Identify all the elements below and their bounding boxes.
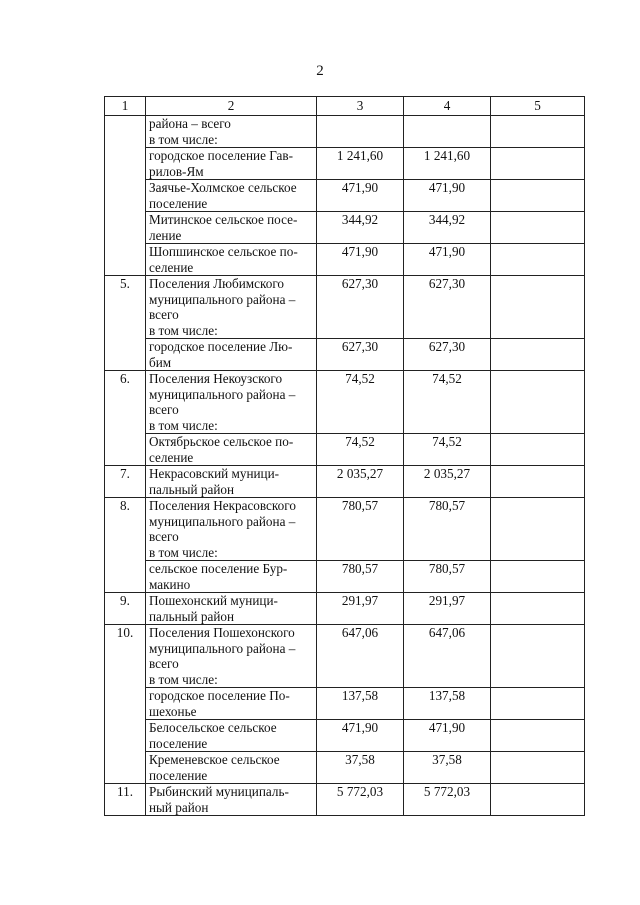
row-value-col5 — [491, 116, 585, 148]
row-value-col5 — [491, 498, 585, 561]
row-number — [105, 244, 146, 276]
row-name: Митинское сельское посе- ление — [146, 212, 317, 244]
row-name: Рыбинский муниципаль- ный район — [146, 784, 317, 816]
row-value-col4: 471,90 — [404, 180, 491, 212]
table-row — [105, 148, 585, 180]
row-number: 6. — [105, 371, 146, 434]
row-value-col3: 471,90 — [317, 244, 404, 276]
row-value-col4: 37,58 — [404, 752, 491, 784]
table-header-row — [105, 97, 585, 116]
row-value-col3: 2 035,27 — [317, 466, 404, 498]
row-value-col5 — [491, 784, 585, 816]
row-value-col4: 627,30 — [404, 276, 491, 339]
row-value-col4: 471,90 — [404, 244, 491, 276]
row-value-col5 — [491, 688, 585, 720]
row-number — [105, 212, 146, 244]
row-value-col3: 344,92 — [317, 212, 404, 244]
header-col-4: 4 — [404, 97, 491, 116]
row-number — [105, 561, 146, 593]
row-value-col3: 137,58 — [317, 688, 404, 720]
row-number — [105, 116, 146, 148]
table-row — [105, 593, 585, 625]
row-name: Пошехонский муници- пальный район — [146, 593, 317, 625]
row-value-col4: 344,92 — [404, 212, 491, 244]
table-row — [105, 720, 585, 752]
row-value-col5 — [491, 561, 585, 593]
row-number: 8. — [105, 498, 146, 561]
row-value-col3: 647,06 — [317, 625, 404, 688]
row-name: Заячье-Холмское сельское поселение — [146, 180, 317, 212]
row-number — [105, 720, 146, 752]
page-number: 2 — [316, 63, 324, 79]
row-name: городское поселение Лю- бим — [146, 339, 317, 371]
header-col-3: 3 — [317, 97, 404, 116]
table-row — [105, 276, 585, 339]
row-name: Шопшинское сельское по- селение — [146, 244, 317, 276]
table-row — [105, 244, 585, 276]
row-value-col5 — [491, 371, 585, 434]
row-number — [105, 752, 146, 784]
row-number — [105, 180, 146, 212]
row-value-col5 — [491, 276, 585, 339]
row-value-col4: 471,90 — [404, 720, 491, 752]
table-row — [105, 625, 585, 688]
row-value-col5 — [491, 180, 585, 212]
row-value-col3: 291,97 — [317, 593, 404, 625]
row-value-col5 — [491, 720, 585, 752]
table-row — [105, 180, 585, 212]
row-name: Некрасовский муници- пальный район — [146, 466, 317, 498]
row-value-col5 — [491, 593, 585, 625]
header-col-5: 5 — [491, 97, 585, 116]
row-value-col3: 74,52 — [317, 371, 404, 434]
table-row — [105, 784, 585, 816]
row-name: Поселения Любимского муниципального района – всего в том числе: — [146, 276, 317, 339]
row-number: 7. — [105, 466, 146, 498]
row-name: Кременевское сельское поселение — [146, 752, 317, 784]
row-value-col4: 780,57 — [404, 498, 491, 561]
row-value-col5 — [491, 466, 585, 498]
table-row — [105, 752, 585, 784]
table-row — [105, 339, 585, 371]
table-row — [105, 498, 585, 561]
table-row — [105, 371, 585, 434]
row-value-col4: 137,58 — [404, 688, 491, 720]
row-number: 10. — [105, 625, 146, 688]
row-value-col5 — [491, 339, 585, 371]
header-col-1: 1 — [105, 97, 146, 116]
table-row — [105, 688, 585, 720]
row-number: 11. — [105, 784, 146, 816]
row-value-col3: 471,90 — [317, 180, 404, 212]
allocation-table — [104, 96, 585, 816]
table-row — [105, 434, 585, 466]
row-name: Поселения Некрасовского муниципального района – всего в том числе: — [146, 498, 317, 561]
table-row — [105, 116, 585, 148]
row-value-col3: 74,52 — [317, 434, 404, 466]
row-number — [105, 434, 146, 466]
table-body — [105, 116, 585, 816]
row-value-col4 — [404, 116, 491, 148]
row-value-col4: 627,30 — [404, 339, 491, 371]
row-name: сельское поселение Бур- макино — [146, 561, 317, 593]
row-value-col4: 74,52 — [404, 434, 491, 466]
row-number — [105, 148, 146, 180]
row-value-col3: 37,58 — [317, 752, 404, 784]
row-name: Белосельское сельское поселение — [146, 720, 317, 752]
row-value-col3: 627,30 — [317, 276, 404, 339]
row-value-col5 — [491, 244, 585, 276]
row-name: Октябрьское сельское по- селение — [146, 434, 317, 466]
row-value-col3: 1 241,60 — [317, 148, 404, 180]
row-value-col5 — [491, 434, 585, 466]
row-value-col4: 5 772,03 — [404, 784, 491, 816]
table-row — [105, 561, 585, 593]
row-value-col4: 74,52 — [404, 371, 491, 434]
row-value-col3 — [317, 116, 404, 148]
row-value-col3: 5 772,03 — [317, 784, 404, 816]
row-value-col5 — [491, 148, 585, 180]
row-name: Поселения Некоузского муниципального района – всего в том числе: — [146, 371, 317, 434]
row-number — [105, 688, 146, 720]
header-col-2: 2 — [146, 97, 317, 116]
row-value-col4: 780,57 — [404, 561, 491, 593]
row-value-col4: 1 241,60 — [404, 148, 491, 180]
row-value-col4: 291,97 — [404, 593, 491, 625]
row-value-col3: 780,57 — [317, 561, 404, 593]
row-value-col3: 627,30 — [317, 339, 404, 371]
row-name: городское поселение Гав- рилов-Ям — [146, 148, 317, 180]
row-number: 5. — [105, 276, 146, 339]
row-name: района – всего в том числе: — [146, 116, 317, 148]
table-row — [105, 212, 585, 244]
row-value-col5 — [491, 625, 585, 688]
row-value-col4: 2 035,27 — [404, 466, 491, 498]
table-row — [105, 466, 585, 498]
row-number: 9. — [105, 593, 146, 625]
row-name: городское поселение По- шехонье — [146, 688, 317, 720]
row-value-col5 — [491, 752, 585, 784]
row-value-col5 — [491, 212, 585, 244]
row-number — [105, 339, 146, 371]
row-value-col3: 471,90 — [317, 720, 404, 752]
row-name: Поселения Пошехонского муниципального района – всего в том числе: — [146, 625, 317, 688]
row-value-col3: 780,57 — [317, 498, 404, 561]
row-value-col4: 647,06 — [404, 625, 491, 688]
